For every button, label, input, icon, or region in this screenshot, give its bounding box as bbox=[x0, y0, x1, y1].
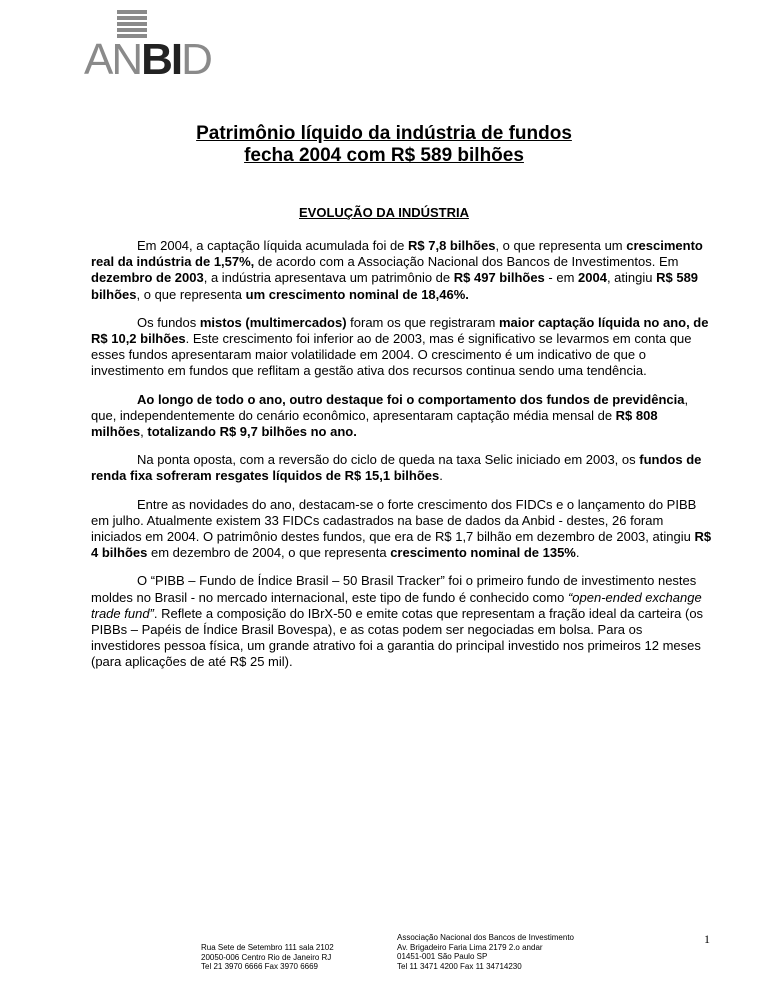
page-title bbox=[0, 123, 768, 167]
paragraph-2: Os fundos mistos (multimercados) foram os que registraram maior captação líquida no ano, de R$ 10,2 bilhões. Este crescimento foi inferior ao de 2003, mas é significativo se levarmos em conta que esses fundos apresentaram maior volatilidade em 2004. O crescimento é um indicativo de que o investimento em fundos que reflitam a gestão ativa dos recursos continua sendo uma tendência. bbox=[91, 314, 709, 379]
title-line-2: fecha 2004 com R$ 589 bilhões bbox=[244, 145, 524, 166]
paragraph-6: O “PIBB – Fundo de Índice Brasil – 50 Brasil Tracker” foi o primeiro fundo de investimento nestes moldes no Brasil - no mercado internacional, este tipo de fundo é conhecido como “open-ended exchange trade fund”. Reflete a composição do IBrX-50 e emite cotas que representam a fração ideal da carteira (os PIBBs – Papéis de Índice Brasil Bovespa), e as cotas podem ser negociadas em bolsa. Para os investidores pessoa física, um grande atrativo foi a garantia do principal investido nos primeiros 12 meses (para aplicações de até R$ 25 mil). bbox=[91, 573, 704, 670]
logo-wordmark: ANBID bbox=[84, 35, 211, 84]
paragraph-1: Em 2004, a captação líquida acumulada foi de R$ 7,8 bilhões, o que representa um crescimento real da indústria de 1,57%, de acordo com a Associação Nacional dos Bancos de Investimentos. Em dezembro de 2003, a indústria apresentava um patrimônio de R$ 497 bilhões - em 2004, atingiu R$ 589 bilhões, o que representa um crescimento nominal de 18,46%. bbox=[91, 238, 703, 302]
paragraph-4: Na ponta oposta, com a reversão do ciclo de queda na taxa Selic iniciado em 2003, os fundos de renda fixa sofreram resgates líquidos de R$ 15,1 bilhões. bbox=[91, 452, 702, 484]
body-text bbox=[91, 238, 712, 683]
title-line-1: Patrimônio líquido da indústria de fundos bbox=[196, 123, 572, 144]
paragraph-5: Entre as novidades do ano, destacam-se o forte crescimento dos FIDCs e o lançamento do PIBB em julho. Atualmente existem 33 FIDCs cadastrados na base de dados da Anbid - destes, 26 foram iniciados em 2004. O patrimônio destes fundos, que era de R$ 1,7 bilhão em dezembro de 2003, atingiu R$ 4 bilhões em dezembro de 2004, o que representa crescimento nominal de 135%. bbox=[91, 496, 712, 561]
footer-address-sao-paulo: Associação Nacional dos Bancos de Investimento Av. Brigadeiro Faria Lima 2179 2.o andar 01451-001 São Paulo SP Tel 11 3471 4200 Fax 11 34714230 bbox=[397, 933, 574, 971]
footer-address-rio: Rua Sete de Setembro 111 sala 2102 20050-006 Centro Rio de Janeiro RJ Tel 21 3970 6666 Fax 3970 6669 bbox=[201, 943, 334, 971]
paragraph-3: Ao longo de todo o ano, outro destaque foi o comportamento dos fundos de previdência, que, independentemente do cenário econômico, apresentaram captação média mensal de R$ 808 milhões, totalizando R$ 9,7 bilhões no ano. bbox=[91, 391, 689, 440]
section-heading: EVOLUÇÃO DA INDÚSTRIA bbox=[299, 205, 469, 220]
anbid-logo bbox=[84, 10, 211, 84]
page-number: 1 bbox=[704, 932, 710, 946]
